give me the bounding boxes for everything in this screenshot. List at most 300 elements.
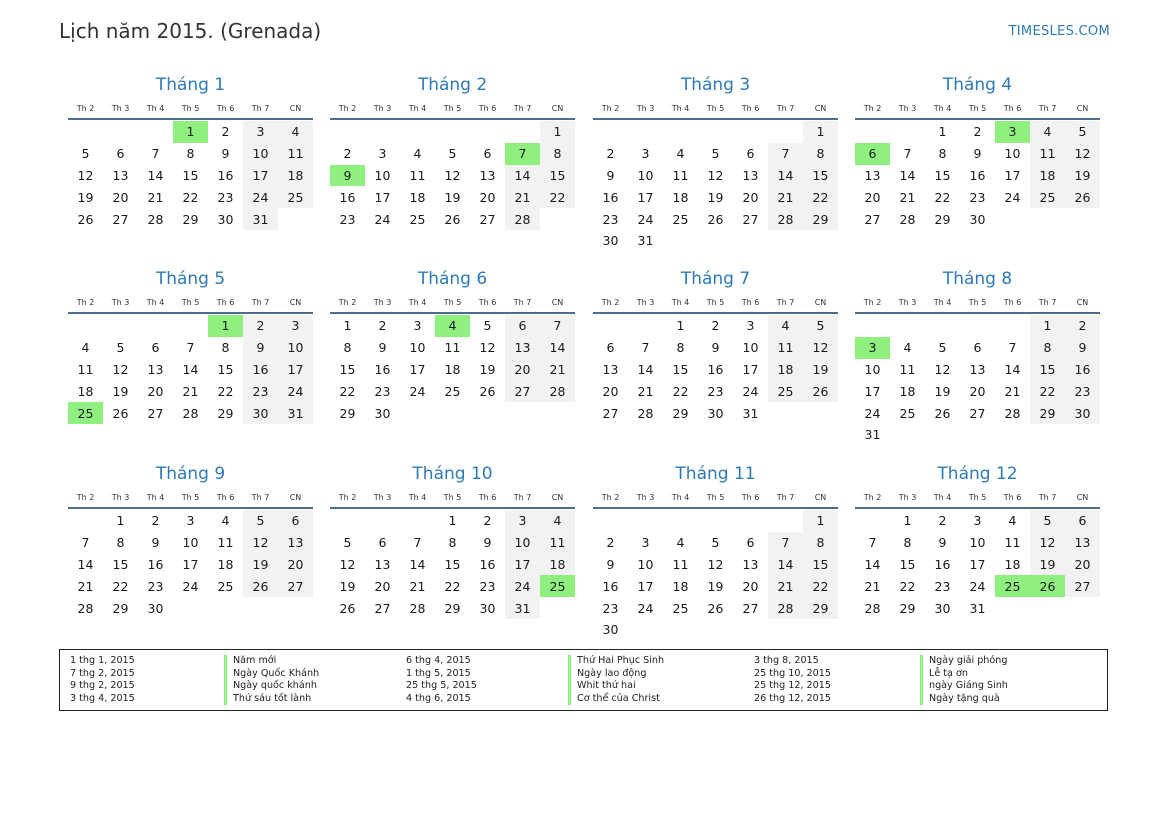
weekday-label: Th 6 bbox=[741, 297, 760, 307]
day-cell: 28 bbox=[540, 380, 575, 402]
holiday-day-cell: 4 bbox=[435, 315, 470, 337]
day-cell: 10 bbox=[969, 535, 986, 551]
legend-dates-column bbox=[70, 655, 220, 705]
day-cell: 24 bbox=[409, 383, 426, 399]
day-cell: 23 bbox=[147, 578, 164, 594]
weekday-header bbox=[593, 292, 838, 314]
day-cell: 17 bbox=[1004, 167, 1021, 183]
weekday-header bbox=[855, 487, 1100, 509]
holiday-day-cell: 9 bbox=[330, 165, 365, 187]
month-calendar bbox=[68, 266, 313, 424]
day-cell: 14 bbox=[637, 361, 654, 377]
day-cell: 30 bbox=[602, 622, 619, 638]
day-cell: 6 bbox=[606, 340, 615, 356]
day-cell: 12 bbox=[803, 337, 838, 359]
day-cell: 17 bbox=[637, 578, 654, 594]
day-cell: 14 bbox=[409, 556, 426, 572]
day-cell: 30 bbox=[969, 211, 986, 227]
day-cell: 12 bbox=[444, 167, 461, 183]
empty-day-cell bbox=[103, 121, 138, 143]
day-cell: 17 bbox=[278, 359, 313, 381]
day-cell: 20 bbox=[742, 189, 759, 205]
weekday-label: Th 2 bbox=[338, 492, 357, 502]
day-cell: 23 bbox=[339, 211, 356, 227]
weekday-label: Th 6 bbox=[478, 103, 497, 113]
empty-day-cell bbox=[365, 121, 400, 143]
day-cell: 2 bbox=[221, 124, 230, 140]
day-cell: 17 bbox=[243, 165, 278, 187]
day-cell: 1 bbox=[803, 121, 838, 143]
weekday-label: Th 6 bbox=[1003, 297, 1022, 307]
weekday-label: Th 2 bbox=[76, 492, 95, 502]
day-cell: 9 bbox=[483, 535, 492, 551]
day-cell: 16 bbox=[217, 167, 234, 183]
weekday-header bbox=[68, 292, 313, 314]
day-cell: 9 bbox=[606, 556, 615, 572]
day-cell: 7 bbox=[903, 146, 912, 162]
day-cell: 3 bbox=[413, 318, 422, 334]
empty-day-cell bbox=[890, 315, 925, 337]
day-cell: 27 bbox=[278, 575, 313, 597]
empty-day-cell bbox=[400, 510, 435, 532]
legend-date: 7 thg 2, 2015 bbox=[70, 667, 135, 679]
weekday-label: Th 4 bbox=[146, 492, 165, 502]
day-cell: 11 bbox=[540, 532, 575, 554]
weekday-label: Th 6 bbox=[216, 297, 235, 307]
day-cell: 20 bbox=[374, 578, 391, 594]
weekday-label: Th 2 bbox=[338, 103, 357, 113]
day-cell: 20 bbox=[112, 189, 129, 205]
day-cell: 10 bbox=[637, 556, 654, 572]
legend-date: 6 thg 4, 2015 bbox=[406, 655, 471, 666]
empty-day-cell bbox=[628, 510, 663, 532]
day-cell: 23 bbox=[602, 600, 619, 616]
day-cell: 10 bbox=[278, 337, 313, 359]
day-cell: 29 bbox=[112, 600, 129, 616]
day-cell: 25 bbox=[768, 380, 803, 402]
day-cell: 14 bbox=[147, 167, 164, 183]
day-cell: 7 bbox=[186, 340, 195, 356]
day-cell: 21 bbox=[864, 578, 881, 594]
days-grid bbox=[855, 315, 1100, 446]
day-cell: 3 bbox=[243, 121, 278, 143]
legend-holiday-name: Ngày tặng quà bbox=[920, 693, 1090, 706]
day-cell: 5 bbox=[711, 535, 720, 551]
day-cell: 4 bbox=[1008, 513, 1017, 529]
day-cell: 14 bbox=[899, 167, 916, 183]
legend-date: 1 thg 5, 2015 bbox=[406, 667, 471, 679]
day-cell: 29 bbox=[803, 597, 838, 619]
weekday-header bbox=[593, 487, 838, 509]
day-cell: 13 bbox=[505, 337, 540, 359]
empty-day-cell bbox=[330, 121, 365, 143]
day-cell: 24 bbox=[637, 600, 654, 616]
weekday-label: Th 4 bbox=[933, 492, 952, 502]
day-cell: 20 bbox=[742, 578, 759, 594]
day-cell: 14 bbox=[864, 556, 881, 572]
day-cell: 19 bbox=[803, 359, 838, 381]
day-cell: 5 bbox=[81, 146, 90, 162]
day-cell: 4 bbox=[81, 340, 90, 356]
days-grid bbox=[593, 510, 838, 641]
day-cell: 2 bbox=[483, 513, 492, 529]
weekday-label: Th 6 bbox=[1003, 103, 1022, 113]
day-cell: 4 bbox=[221, 513, 230, 529]
weekday-header bbox=[593, 98, 838, 120]
day-cell: 1 bbox=[448, 513, 457, 529]
day-cell: 10 bbox=[409, 340, 426, 356]
day-cell: 5 bbox=[803, 315, 838, 337]
legend-date: 25 thg 12, 2015 bbox=[754, 680, 831, 692]
weekday-label: Th 7 bbox=[513, 103, 532, 113]
weekday-label: CN bbox=[289, 103, 302, 113]
weekday-label: Th 4 bbox=[933, 103, 952, 113]
day-cell: 27 bbox=[742, 211, 759, 227]
day-cell: 7 bbox=[151, 146, 160, 162]
day-cell: 12 bbox=[707, 556, 724, 572]
day-cell: 17 bbox=[505, 554, 540, 576]
day-cell: 9 bbox=[973, 146, 982, 162]
day-cell: 24 bbox=[637, 211, 654, 227]
day-cell: 7 bbox=[540, 315, 575, 337]
weekday-label: Th 7 bbox=[776, 492, 795, 502]
day-cell: 21 bbox=[1004, 383, 1021, 399]
day-cell: 18 bbox=[409, 189, 426, 205]
day-cell: 12 bbox=[1065, 143, 1100, 165]
day-cell: 1 bbox=[676, 318, 685, 334]
day-cell: 19 bbox=[1065, 165, 1100, 187]
day-cell: 26 bbox=[444, 211, 461, 227]
day-cell: 24 bbox=[505, 575, 540, 597]
day-cell: 31 bbox=[864, 427, 881, 443]
day-cell: 5 bbox=[243, 510, 278, 532]
empty-day-cell bbox=[138, 121, 173, 143]
day-cell: 30 bbox=[707, 405, 724, 421]
days-grid bbox=[68, 510, 313, 619]
day-cell: 13 bbox=[374, 556, 391, 572]
day-cell: 22 bbox=[540, 186, 575, 208]
weekday-label: Th 6 bbox=[478, 492, 497, 502]
day-cell: 16 bbox=[374, 361, 391, 377]
day-cell: 8 bbox=[803, 143, 838, 165]
month-title: Tháng 11 bbox=[675, 464, 756, 484]
day-cell: 26 bbox=[479, 383, 496, 399]
day-cell: 17 bbox=[409, 361, 426, 377]
holiday-day-cell: 26 bbox=[1030, 575, 1065, 597]
day-cell: 19 bbox=[339, 578, 356, 594]
day-cell: 1 bbox=[540, 121, 575, 143]
weekday-label: CN bbox=[814, 297, 827, 307]
day-cell: 19 bbox=[243, 554, 278, 576]
day-cell: 3 bbox=[973, 513, 982, 529]
day-cell: 3 bbox=[641, 535, 650, 551]
weekday-label: Th 6 bbox=[216, 103, 235, 113]
day-cell: 10 bbox=[182, 535, 199, 551]
day-cell: 3 bbox=[186, 513, 195, 529]
weekday-label: Th 6 bbox=[1003, 492, 1022, 502]
day-cell: 11 bbox=[409, 167, 426, 183]
month-title: Tháng 5 bbox=[155, 269, 226, 289]
month-calendar bbox=[593, 461, 838, 641]
day-cell: 7 bbox=[768, 143, 803, 165]
month-title: Tháng 9 bbox=[155, 464, 226, 484]
day-cell: 13 bbox=[112, 167, 129, 183]
weekday-label: Th 6 bbox=[216, 492, 235, 502]
holiday-day-cell: 1 bbox=[208, 315, 243, 337]
weekday-label: CN bbox=[289, 297, 302, 307]
day-cell: 18 bbox=[1030, 165, 1065, 187]
day-cell: 2 bbox=[151, 513, 160, 529]
weekday-label: Th 3 bbox=[111, 103, 130, 113]
day-cell: 2 bbox=[378, 318, 387, 334]
weekday-header bbox=[68, 98, 313, 120]
weekday-label: Th 5 bbox=[443, 103, 462, 113]
empty-day-cell bbox=[68, 315, 103, 337]
day-cell: 22 bbox=[217, 383, 234, 399]
day-cell: 27 bbox=[602, 405, 619, 421]
day-cell: 8 bbox=[1030, 337, 1065, 359]
weekday-label: Th 4 bbox=[933, 297, 952, 307]
day-cell: 29 bbox=[444, 600, 461, 616]
weekday-label: Th 4 bbox=[408, 297, 427, 307]
day-cell: 10 bbox=[637, 167, 654, 183]
day-cell: 31 bbox=[243, 208, 278, 230]
day-cell: 15 bbox=[803, 554, 838, 576]
day-cell: 18 bbox=[1004, 556, 1021, 572]
day-cell: 14 bbox=[768, 165, 803, 187]
day-cell: 26 bbox=[339, 600, 356, 616]
weekday-label: Th 4 bbox=[146, 103, 165, 113]
days-grid bbox=[330, 121, 575, 230]
day-cell: 5 bbox=[1065, 121, 1100, 143]
empty-day-cell bbox=[400, 121, 435, 143]
month-title: Tháng 4 bbox=[942, 75, 1013, 95]
weekday-label: Th 4 bbox=[408, 103, 427, 113]
day-cell: 12 bbox=[934, 361, 951, 377]
day-cell: 22 bbox=[444, 578, 461, 594]
day-cell: 20 bbox=[969, 383, 986, 399]
day-cell: 5 bbox=[343, 535, 352, 551]
legend-dates-column bbox=[406, 655, 556, 705]
empty-day-cell bbox=[68, 510, 103, 532]
day-cell: 27 bbox=[479, 211, 496, 227]
day-cell: 16 bbox=[707, 361, 724, 377]
day-cell: 20 bbox=[602, 383, 619, 399]
brand-link[interactable]: TIMESLES.COM bbox=[1008, 24, 1110, 39]
day-cell: 1 bbox=[343, 318, 352, 334]
day-cell: 6 bbox=[973, 340, 982, 356]
day-cell: 29 bbox=[934, 211, 951, 227]
day-cell: 10 bbox=[374, 167, 391, 183]
day-cell: 18 bbox=[77, 383, 94, 399]
legend-date: 9 thg 2, 2015 bbox=[70, 680, 135, 692]
day-cell: 21 bbox=[182, 383, 199, 399]
empty-day-cell bbox=[855, 315, 890, 337]
weekday-label: Th 4 bbox=[671, 492, 690, 502]
day-cell: 11 bbox=[768, 337, 803, 359]
weekday-label: Th 2 bbox=[863, 492, 882, 502]
empty-day-cell bbox=[890, 121, 925, 143]
weekday-label: Th 7 bbox=[513, 492, 532, 502]
day-cell: 28 bbox=[147, 211, 164, 227]
weekday-label: Th 4 bbox=[671, 103, 690, 113]
day-cell: 3 bbox=[378, 146, 387, 162]
day-cell: 20 bbox=[864, 189, 881, 205]
empty-day-cell bbox=[103, 315, 138, 337]
day-cell: 24 bbox=[1004, 189, 1021, 205]
day-cell: 22 bbox=[803, 575, 838, 597]
legend-names-column bbox=[224, 655, 394, 705]
day-cell: 16 bbox=[602, 189, 619, 205]
day-cell: 19 bbox=[77, 189, 94, 205]
legend-date: 3 thg 4, 2015 bbox=[70, 692, 135, 704]
weekday-header bbox=[330, 487, 575, 509]
weekday-label: Th 3 bbox=[898, 297, 917, 307]
day-cell: 29 bbox=[182, 211, 199, 227]
day-cell: 4 bbox=[278, 121, 313, 143]
day-cell: 5 bbox=[448, 146, 457, 162]
day-cell: 4 bbox=[1030, 121, 1065, 143]
day-cell: 19 bbox=[707, 578, 724, 594]
weekday-label: Th 2 bbox=[863, 103, 882, 113]
legend-holiday-name: Ngày lao động bbox=[568, 668, 738, 681]
day-cell: 24 bbox=[243, 186, 278, 208]
day-cell: 18 bbox=[899, 383, 916, 399]
weekday-label: Th 3 bbox=[898, 492, 917, 502]
day-cell: 17 bbox=[864, 383, 881, 399]
weekday-label: Th 7 bbox=[776, 297, 795, 307]
day-cell: 23 bbox=[602, 211, 619, 227]
day-cell: 4 bbox=[676, 535, 685, 551]
holiday-day-cell: 6 bbox=[855, 143, 890, 165]
month-title: Tháng 12 bbox=[937, 464, 1018, 484]
day-cell: 13 bbox=[742, 556, 759, 572]
holiday-day-cell: 25 bbox=[995, 575, 1030, 597]
day-cell: 25 bbox=[1030, 186, 1065, 208]
days-grid bbox=[593, 121, 838, 252]
day-cell: 7 bbox=[413, 535, 422, 551]
weekday-label: Th 3 bbox=[898, 103, 917, 113]
day-cell: 16 bbox=[934, 556, 951, 572]
day-cell: 22 bbox=[934, 189, 951, 205]
weekday-label: Th 5 bbox=[968, 297, 987, 307]
day-cell: 1 bbox=[116, 513, 125, 529]
weekday-label: Th 2 bbox=[338, 297, 357, 307]
day-cell: 27 bbox=[112, 211, 129, 227]
day-cell: 24 bbox=[864, 405, 881, 421]
empty-day-cell bbox=[593, 315, 628, 337]
month-calendar bbox=[855, 72, 1100, 230]
legend-holiday-name: Ngày quốc khánh bbox=[224, 680, 394, 693]
legend-date: 3 thg 8, 2015 bbox=[754, 655, 819, 666]
day-cell: 8 bbox=[938, 146, 947, 162]
day-cell: 20 bbox=[1065, 554, 1100, 576]
day-cell: 15 bbox=[934, 167, 951, 183]
day-cell: 5 bbox=[938, 340, 947, 356]
day-cell: 6 bbox=[151, 340, 160, 356]
legend-date: 26 thg 12, 2015 bbox=[754, 692, 831, 704]
month-title: Tháng 3 bbox=[680, 75, 751, 95]
weekday-label: Th 4 bbox=[146, 297, 165, 307]
weekday-label: Th 2 bbox=[601, 103, 620, 113]
weekday-header bbox=[330, 292, 575, 314]
day-cell: 28 bbox=[768, 597, 803, 619]
day-cell: 14 bbox=[505, 165, 540, 187]
empty-day-cell bbox=[68, 121, 103, 143]
day-cell: 27 bbox=[864, 211, 881, 227]
day-cell: 5 bbox=[116, 340, 125, 356]
day-cell: 11 bbox=[217, 535, 234, 551]
day-cell: 26 bbox=[934, 405, 951, 421]
weekday-label: Th 7 bbox=[251, 103, 270, 113]
day-cell: 30 bbox=[1065, 402, 1100, 424]
day-cell: 3 bbox=[278, 315, 313, 337]
empty-day-cell bbox=[435, 121, 470, 143]
weekday-label: CN bbox=[551, 297, 564, 307]
weekday-label: Th 3 bbox=[636, 297, 655, 307]
day-cell: 24 bbox=[742, 383, 759, 399]
day-cell: 10 bbox=[243, 143, 278, 165]
holiday-day-cell: 25 bbox=[540, 575, 575, 597]
empty-day-cell bbox=[733, 510, 768, 532]
day-cell: 19 bbox=[479, 361, 496, 377]
day-cell: 19 bbox=[444, 189, 461, 205]
day-cell: 30 bbox=[479, 600, 496, 616]
day-cell: 31 bbox=[969, 600, 986, 616]
day-cell: 12 bbox=[707, 167, 724, 183]
weekday-label: Th 5 bbox=[706, 492, 725, 502]
day-cell: 6 bbox=[746, 146, 755, 162]
holiday-legend bbox=[59, 649, 1108, 711]
day-cell: 14 bbox=[77, 556, 94, 572]
weekday-label: Th 5 bbox=[443, 492, 462, 502]
month-calendar bbox=[855, 461, 1100, 619]
day-cell: 29 bbox=[1030, 402, 1065, 424]
weekday-label: Th 5 bbox=[181, 103, 200, 113]
month-calendar bbox=[68, 72, 313, 230]
legend-holiday-name: Thứ Hai Phục Sinh bbox=[568, 655, 738, 668]
empty-day-cell bbox=[733, 121, 768, 143]
day-cell: 9 bbox=[606, 167, 615, 183]
day-cell: 3 bbox=[641, 146, 650, 162]
day-cell: 14 bbox=[768, 554, 803, 576]
day-cell: 29 bbox=[672, 405, 689, 421]
day-cell: 18 bbox=[768, 359, 803, 381]
day-cell: 7 bbox=[81, 535, 90, 551]
weekday-label: Th 5 bbox=[181, 297, 200, 307]
weekday-label: CN bbox=[551, 103, 564, 113]
day-cell: 20 bbox=[479, 189, 496, 205]
weekday-label: Th 5 bbox=[181, 492, 200, 502]
day-cell: 16 bbox=[602, 578, 619, 594]
day-cell: 19 bbox=[934, 383, 951, 399]
weekday-label: CN bbox=[814, 103, 827, 113]
day-cell: 16 bbox=[479, 556, 496, 572]
day-cell: 16 bbox=[339, 189, 356, 205]
day-cell: 31 bbox=[278, 402, 313, 424]
day-cell: 9 bbox=[243, 337, 278, 359]
day-cell: 9 bbox=[938, 535, 947, 551]
empty-day-cell bbox=[628, 121, 663, 143]
day-cell: 25 bbox=[409, 211, 426, 227]
weekday-label: Th 2 bbox=[863, 297, 882, 307]
day-cell: 18 bbox=[444, 361, 461, 377]
weekday-label: Th 7 bbox=[1038, 297, 1057, 307]
day-cell: 30 bbox=[243, 402, 278, 424]
day-cell: 25 bbox=[672, 600, 689, 616]
day-cell: 13 bbox=[278, 532, 313, 554]
days-grid bbox=[855, 510, 1100, 619]
